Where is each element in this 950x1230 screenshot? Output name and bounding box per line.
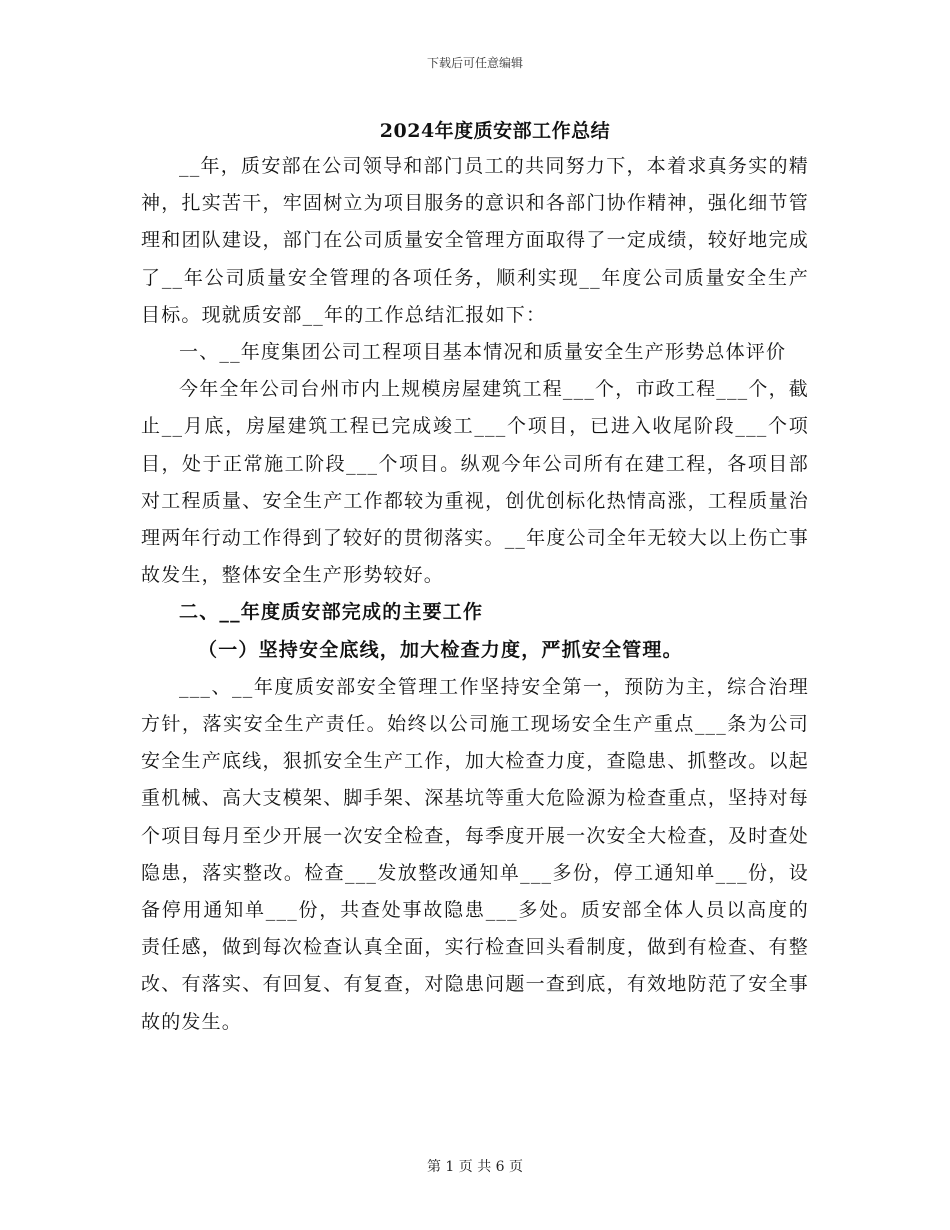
- section-heading-1: 一、__年度集团公司工程项目基本情况和质量安全生产形势总体评价: [179, 341, 787, 364]
- document-body: [141, 148, 809, 1041]
- page-number: 第 1 页 共 6 页: [426, 1159, 524, 1175]
- section-heading-2: 二、__年度质安部完成的主要工作: [179, 601, 484, 624]
- intro-paragraph: __年，质安部在公司领导和部门员工的共同努力下，本着求真务实的精神，扎实苦干，牢固树立为项目服务的意识和各部门协作精神，强化细节管理和团队建设，部门在公司质量安全管理方面取得了一定成绩，较好地完成了__年公司质量安全管理的各项任务，顺利实现__年度公司质量安全生产目标。现就质安部__年的工作总结汇报如下：: [141, 155, 809, 326]
- subsection-1-paragraph: ___、__年度质安部安全管理工作坚持安全第一，预防为主，综合治理方针，落实安全生产责任。始终以公司施工现场安全生产重点___条为公司安全生产底线，狠抓安全生产工作，加大检查力度，查隐患、抓整改。以起重机械、高大支模架、脚手架、深基坑等重大危险源为检查重点，坚持对每个项目每月至少开展一次安全检查，每季度开展一次安全大检查，及时查处隐患，落实整改。检查___发放整改通知单___多份，停工通知单___份，设备停用通知单___份，共查处事故隐患___多处。质安部全体人员以高度的责任感，做到每次检查认真全面，实行检查回头看制度，做到有检查、有整改、有落实、有回复、有复查，对隐患问题一查到底，有效地防范了安全事故的发生。: [141, 675, 809, 1033]
- subsection-heading-1: （一）坚持安全底线，加大检查力度，严抓安全管理。: [198, 638, 683, 661]
- document-title: 2024年度质安部工作总结: [379, 120, 611, 142]
- section-1-paragraph: 今年全年公司台州市内上规模房屋建筑工程___个，市政工程___个，截止__月底，房屋建筑工程已完成竣工___个项目，已进入收尾阶段___个项目，处于正常施工阶段___个项目。纵观今年公司所有在建工程，各项目部对工程质量、安全生产工作都较为重视，创优创标化热情高涨，工程质量治理两年行动工作得到了较好的贯彻落实。__年度公司全年无较大以上伤亡事故发生，整体安全生产形势较好。: [141, 378, 809, 587]
- page-header-note: 下载后可任意编辑: [426, 56, 523, 70]
